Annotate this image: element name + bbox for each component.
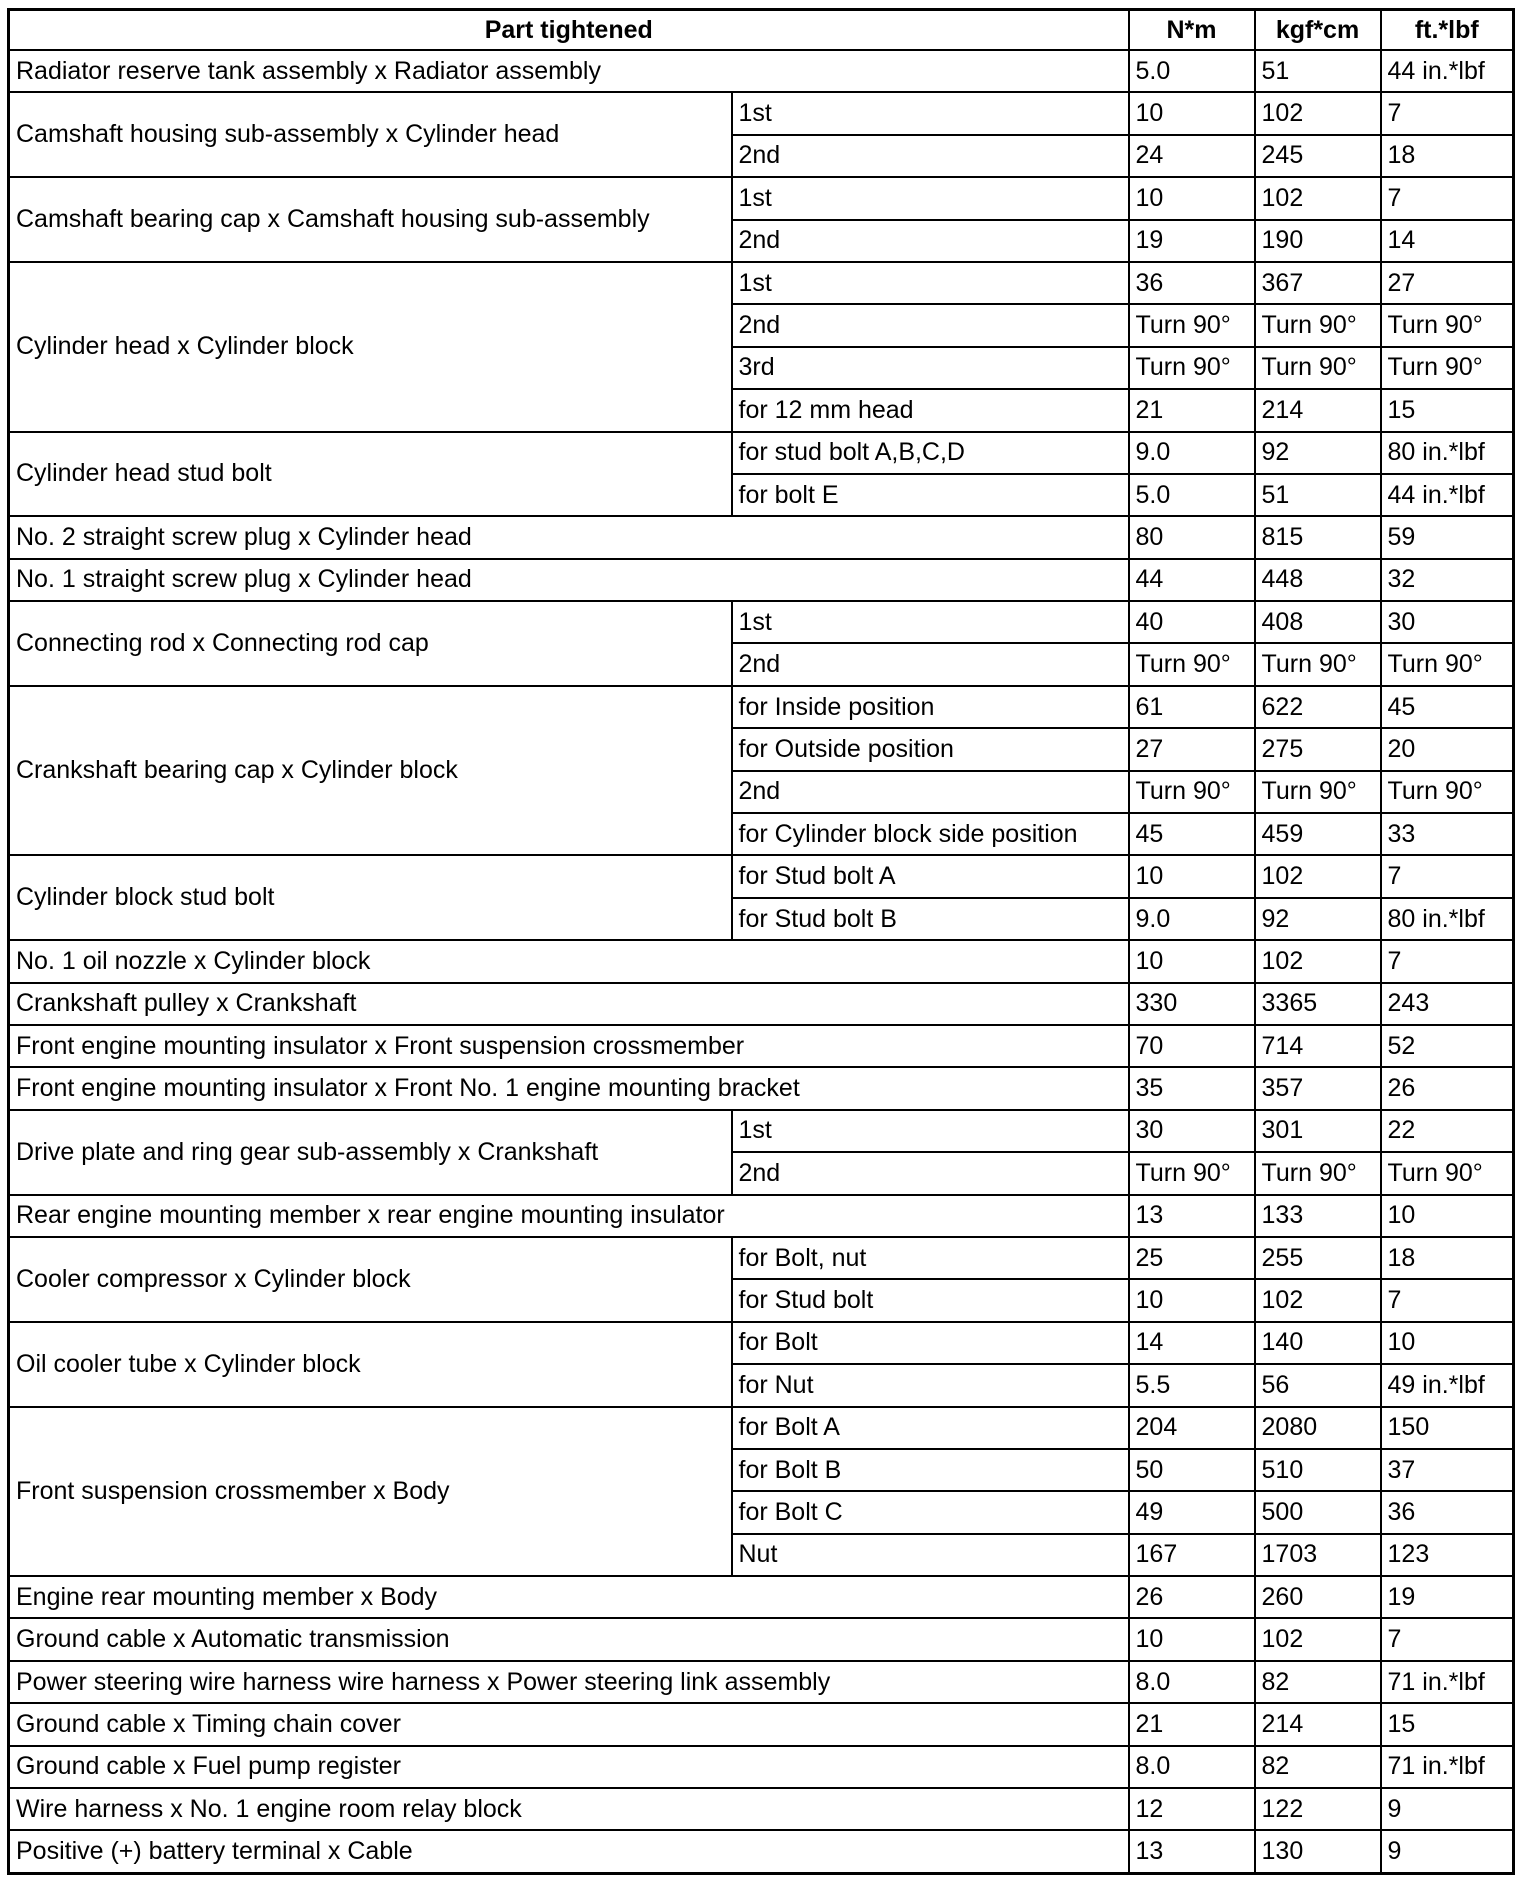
torque-kgfcm-cell: 82 bbox=[1255, 1661, 1381, 1703]
torque-nm-cell: 10 bbox=[1129, 177, 1255, 219]
torque-nm-cell: 12 bbox=[1129, 1788, 1255, 1830]
table-row bbox=[9, 1788, 1514, 1830]
torque-kgfcm-cell: 3365 bbox=[1255, 983, 1381, 1025]
torque-nm-cell: 21 bbox=[1129, 389, 1255, 431]
torque-nm-cell: 35 bbox=[1129, 1067, 1255, 1109]
step-condition-cell: for Stud bolt bbox=[732, 1279, 1129, 1321]
torque-nm-cell: 21 bbox=[1129, 1703, 1255, 1745]
torque-kgfcm-cell: 51 bbox=[1255, 50, 1381, 92]
torque-ftlbf-cell: 7 bbox=[1381, 1618, 1514, 1660]
part-tightened-cell: Wire harness x No. 1 engine room relay block bbox=[9, 1788, 1129, 1830]
torque-kgfcm-cell: 459 bbox=[1255, 813, 1381, 855]
torque-kgfcm-cell: 301 bbox=[1255, 1110, 1381, 1152]
table-row bbox=[9, 50, 1514, 92]
torque-ftlbf-cell: 26 bbox=[1381, 1067, 1514, 1109]
torque-ftlbf-cell: 32 bbox=[1381, 559, 1514, 601]
torque-nm-cell: 10 bbox=[1129, 1618, 1255, 1660]
step-condition-cell: 2nd bbox=[732, 1152, 1129, 1194]
table-row bbox=[9, 1661, 1514, 1703]
torque-ftlbf-cell: Turn 90° bbox=[1381, 1152, 1514, 1194]
torque-kgfcm-cell: 275 bbox=[1255, 728, 1381, 770]
table-row bbox=[9, 686, 1514, 728]
torque-ftlbf-cell: Turn 90° bbox=[1381, 304, 1514, 346]
torque-kgfcm-cell: 140 bbox=[1255, 1322, 1381, 1364]
torque-ftlbf-cell: 7 bbox=[1381, 177, 1514, 219]
part-tightened-cell: Crankshaft bearing cap x Cylinder block bbox=[9, 686, 732, 856]
step-condition-cell: for stud bolt A,B,C,D bbox=[732, 432, 1129, 474]
torque-nm-cell: 9.0 bbox=[1129, 898, 1255, 940]
table-row bbox=[9, 855, 1514, 897]
part-tightened-cell: Rear engine mounting member x rear engine mounting insulator bbox=[9, 1195, 1129, 1237]
torque-ftlbf-cell: 243 bbox=[1381, 983, 1514, 1025]
torque-ftlbf-cell: 59 bbox=[1381, 516, 1514, 558]
torque-nm-cell: 5.0 bbox=[1129, 474, 1255, 516]
torque-ftlbf-cell: 15 bbox=[1381, 1703, 1514, 1745]
step-condition-cell: for Stud bolt A bbox=[732, 855, 1129, 897]
torque-kgfcm-cell: 56 bbox=[1255, 1364, 1381, 1406]
torque-ftlbf-cell: 71 in.*lbf bbox=[1381, 1746, 1514, 1788]
torque-ftlbf-cell: 150 bbox=[1381, 1407, 1514, 1449]
torque-kgfcm-cell: 122 bbox=[1255, 1788, 1381, 1830]
torque-nm-cell: 45 bbox=[1129, 813, 1255, 855]
part-tightened-cell: Positive (+) battery terminal x Cable bbox=[9, 1830, 1129, 1873]
step-condition-cell: for Outside position bbox=[732, 728, 1129, 770]
torque-ftlbf-cell: 44 in.*lbf bbox=[1381, 50, 1514, 92]
part-tightened-cell: No. 1 straight screw plug x Cylinder head bbox=[9, 559, 1129, 601]
torque-ftlbf-cell: 123 bbox=[1381, 1534, 1514, 1576]
part-tightened-cell: Power steering wire harness wire harness x Power steering link assembly bbox=[9, 1661, 1129, 1703]
torque-nm-cell: 36 bbox=[1129, 262, 1255, 304]
part-tightened-cell: Oil cooler tube x Cylinder block bbox=[9, 1322, 732, 1407]
part-tightened-cell: Drive plate and ring gear sub-assembly x Crankshaft bbox=[9, 1110, 732, 1195]
part-tightened-cell: Cylinder head stud bolt bbox=[9, 432, 732, 517]
table-row bbox=[9, 1746, 1514, 1788]
table-row bbox=[9, 601, 1514, 643]
torque-kgfcm-cell: 2080 bbox=[1255, 1407, 1381, 1449]
table-row bbox=[9, 262, 1514, 304]
torque-ftlbf-cell: 7 bbox=[1381, 855, 1514, 897]
step-condition-cell: for Bolt B bbox=[732, 1449, 1129, 1491]
torque-kgfcm-cell: 1703 bbox=[1255, 1534, 1381, 1576]
torque-ftlbf-cell: 44 in.*lbf bbox=[1381, 474, 1514, 516]
torque-ftlbf-cell: 9 bbox=[1381, 1788, 1514, 1830]
torque-kgfcm-cell: 500 bbox=[1255, 1491, 1381, 1533]
torque-kgfcm-cell: Turn 90° bbox=[1255, 304, 1381, 346]
table-row bbox=[9, 1025, 1514, 1067]
table-row bbox=[9, 1407, 1514, 1449]
torque-nm-cell: 26 bbox=[1129, 1576, 1255, 1618]
table-row bbox=[9, 559, 1514, 601]
torque-kgfcm-cell: 102 bbox=[1255, 177, 1381, 219]
torque-kgfcm-cell: Turn 90° bbox=[1255, 771, 1381, 813]
table-row bbox=[9, 92, 1514, 134]
torque-kgfcm-cell: 622 bbox=[1255, 686, 1381, 728]
part-tightened-cell: Ground cable x Timing chain cover bbox=[9, 1703, 1129, 1745]
torque-nm-cell: 24 bbox=[1129, 135, 1255, 177]
torque-ftlbf-cell: 9 bbox=[1381, 1830, 1514, 1873]
step-condition-cell: 1st bbox=[732, 262, 1129, 304]
part-tightened-cell: Engine rear mounting member x Body bbox=[9, 1576, 1129, 1618]
torque-nm-cell: Turn 90° bbox=[1129, 347, 1255, 389]
part-tightened-cell: Front engine mounting insulator x Front No. 1 engine mounting bracket bbox=[9, 1067, 1129, 1109]
table-row bbox=[9, 1576, 1514, 1618]
torque-ftlbf-cell: 80 in.*lbf bbox=[1381, 432, 1514, 474]
part-tightened-cell: Crankshaft pulley x Crankshaft bbox=[9, 983, 1129, 1025]
torque-kgfcm-cell: 214 bbox=[1255, 389, 1381, 431]
step-condition-cell: Nut bbox=[732, 1534, 1129, 1576]
torque-nm-cell: 5.5 bbox=[1129, 1364, 1255, 1406]
torque-kgfcm-cell: 130 bbox=[1255, 1830, 1381, 1873]
torque-nm-cell: 9.0 bbox=[1129, 432, 1255, 474]
step-condition-cell: for Cylinder block side position bbox=[732, 813, 1129, 855]
torque-kgfcm-cell: 92 bbox=[1255, 432, 1381, 474]
part-tightened-cell: Cooler compressor x Cylinder block bbox=[9, 1237, 732, 1322]
header-kgfcm: kgf*cm bbox=[1255, 10, 1381, 51]
step-condition-cell: 1st bbox=[732, 601, 1129, 643]
torque-nm-cell: 8.0 bbox=[1129, 1661, 1255, 1703]
torque-ftlbf-cell: 37 bbox=[1381, 1449, 1514, 1491]
torque-kgfcm-cell: 92 bbox=[1255, 898, 1381, 940]
torque-kgfcm-cell: 714 bbox=[1255, 1025, 1381, 1067]
part-tightened-cell: Ground cable x Fuel pump register bbox=[9, 1746, 1129, 1788]
torque-specification-table bbox=[7, 8, 1515, 1875]
header-nm: N*m bbox=[1129, 10, 1255, 51]
torque-ftlbf-cell: 18 bbox=[1381, 1237, 1514, 1279]
step-condition-cell: 1st bbox=[732, 92, 1129, 134]
step-condition-cell: for Bolt bbox=[732, 1322, 1129, 1364]
torque-ftlbf-cell: 19 bbox=[1381, 1576, 1514, 1618]
header-row bbox=[9, 10, 1514, 51]
part-tightened-cell: Radiator reserve tank assembly x Radiator assembly bbox=[9, 50, 1129, 92]
torque-nm-cell: Turn 90° bbox=[1129, 304, 1255, 346]
torque-nm-cell: 10 bbox=[1129, 940, 1255, 982]
step-condition-cell: 2nd bbox=[732, 771, 1129, 813]
torque-kgfcm-cell: 102 bbox=[1255, 1618, 1381, 1660]
step-condition-cell: 1st bbox=[732, 177, 1129, 219]
part-tightened-cell: Front engine mounting insulator x Front suspension crossmember bbox=[9, 1025, 1129, 1067]
step-condition-cell: 3rd bbox=[732, 347, 1129, 389]
torque-nm-cell: 25 bbox=[1129, 1237, 1255, 1279]
step-condition-cell: 2nd bbox=[732, 304, 1129, 346]
torque-kgfcm-cell: 255 bbox=[1255, 1237, 1381, 1279]
table-body bbox=[9, 50, 1514, 1873]
torque-ftlbf-cell: Turn 90° bbox=[1381, 771, 1514, 813]
table-row bbox=[9, 1322, 1514, 1364]
table-row bbox=[9, 940, 1514, 982]
torque-nm-cell: 40 bbox=[1129, 601, 1255, 643]
torque-kgfcm-cell: 51 bbox=[1255, 474, 1381, 516]
step-condition-cell: for Nut bbox=[732, 1364, 1129, 1406]
torque-kgfcm-cell: 448 bbox=[1255, 559, 1381, 601]
torque-ftlbf-cell: 36 bbox=[1381, 1491, 1514, 1533]
torque-kgfcm-cell: 82 bbox=[1255, 1746, 1381, 1788]
torque-ftlbf-cell: 71 in.*lbf bbox=[1381, 1661, 1514, 1703]
torque-nm-cell: Turn 90° bbox=[1129, 1152, 1255, 1194]
step-condition-cell: for Inside position bbox=[732, 686, 1129, 728]
torque-kgfcm-cell: 102 bbox=[1255, 1279, 1381, 1321]
torque-ftlbf-cell: 10 bbox=[1381, 1322, 1514, 1364]
torque-kgfcm-cell: 408 bbox=[1255, 601, 1381, 643]
table-row bbox=[9, 1237, 1514, 1279]
torque-ftlbf-cell: 14 bbox=[1381, 220, 1514, 262]
torque-nm-cell: 19 bbox=[1129, 220, 1255, 262]
torque-ftlbf-cell: Turn 90° bbox=[1381, 347, 1514, 389]
torque-kgfcm-cell: 510 bbox=[1255, 1449, 1381, 1491]
part-tightened-cell: Camshaft bearing cap x Camshaft housing sub-assembly bbox=[9, 177, 732, 262]
torque-ftlbf-cell: 33 bbox=[1381, 813, 1514, 855]
step-condition-cell: for Stud bolt B bbox=[732, 898, 1129, 940]
torque-kgfcm-cell: 214 bbox=[1255, 1703, 1381, 1745]
table-row bbox=[9, 432, 1514, 474]
torque-nm-cell: 204 bbox=[1129, 1407, 1255, 1449]
torque-ftlbf-cell: 30 bbox=[1381, 601, 1514, 643]
torque-kgfcm-cell: 133 bbox=[1255, 1195, 1381, 1237]
torque-nm-cell: 8.0 bbox=[1129, 1746, 1255, 1788]
torque-ftlbf-cell: 52 bbox=[1381, 1025, 1514, 1067]
torque-ftlbf-cell: Turn 90° bbox=[1381, 643, 1514, 685]
step-condition-cell: for Bolt A bbox=[732, 1407, 1129, 1449]
torque-ftlbf-cell: 45 bbox=[1381, 686, 1514, 728]
torque-ftlbf-cell: 22 bbox=[1381, 1110, 1514, 1152]
torque-nm-cell: 50 bbox=[1129, 1449, 1255, 1491]
part-tightened-cell: Cylinder head x Cylinder block bbox=[9, 262, 732, 432]
torque-nm-cell: 13 bbox=[1129, 1830, 1255, 1873]
table-row bbox=[9, 1195, 1514, 1237]
step-condition-cell: for Bolt, nut bbox=[732, 1237, 1129, 1279]
part-tightened-cell: No. 1 oil nozzle x Cylinder block bbox=[9, 940, 1129, 982]
torque-nm-cell: Turn 90° bbox=[1129, 771, 1255, 813]
part-tightened-cell: Cylinder block stud bolt bbox=[9, 855, 732, 940]
torque-ftlbf-cell: 15 bbox=[1381, 389, 1514, 431]
part-tightened-cell: Ground cable x Automatic transmission bbox=[9, 1618, 1129, 1660]
torque-nm-cell: 167 bbox=[1129, 1534, 1255, 1576]
table-row bbox=[9, 1618, 1514, 1660]
torque-ftlbf-cell: 7 bbox=[1381, 940, 1514, 982]
torque-ftlbf-cell: 18 bbox=[1381, 135, 1514, 177]
torque-nm-cell: 61 bbox=[1129, 686, 1255, 728]
torque-kgfcm-cell: 190 bbox=[1255, 220, 1381, 262]
torque-ftlbf-cell: 80 in.*lbf bbox=[1381, 898, 1514, 940]
torque-kgfcm-cell: 102 bbox=[1255, 855, 1381, 897]
torque-kgfcm-cell: 367 bbox=[1255, 262, 1381, 304]
torque-kgfcm-cell: 102 bbox=[1255, 940, 1381, 982]
torque-kgfcm-cell: 357 bbox=[1255, 1067, 1381, 1109]
torque-ftlbf-cell: 49 in.*lbf bbox=[1381, 1364, 1514, 1406]
step-condition-cell: for 12 mm head bbox=[732, 389, 1129, 431]
torque-ftlbf-cell: 20 bbox=[1381, 728, 1514, 770]
torque-kgfcm-cell: Turn 90° bbox=[1255, 643, 1381, 685]
step-condition-cell: 2nd bbox=[732, 643, 1129, 685]
part-tightened-cell: No. 2 straight screw plug x Cylinder head bbox=[9, 516, 1129, 558]
torque-nm-cell: 14 bbox=[1129, 1322, 1255, 1364]
table-row bbox=[9, 516, 1514, 558]
torque-nm-cell: 10 bbox=[1129, 1279, 1255, 1321]
torque-nm-cell: 10 bbox=[1129, 92, 1255, 134]
torque-nm-cell: 49 bbox=[1129, 1491, 1255, 1533]
header-part-tightened: Part tightened bbox=[9, 10, 1129, 51]
torque-nm-cell: 5.0 bbox=[1129, 50, 1255, 92]
torque-nm-cell: 44 bbox=[1129, 559, 1255, 601]
torque-nm-cell: 80 bbox=[1129, 516, 1255, 558]
torque-nm-cell: 27 bbox=[1129, 728, 1255, 770]
step-condition-cell: for Bolt C bbox=[732, 1491, 1129, 1533]
header-ftlbf: ft.*lbf bbox=[1381, 10, 1514, 51]
torque-kgfcm-cell: 245 bbox=[1255, 135, 1381, 177]
torque-nm-cell: 330 bbox=[1129, 983, 1255, 1025]
torque-ftlbf-cell: 7 bbox=[1381, 1279, 1514, 1321]
part-tightened-cell: Connecting rod x Connecting rod cap bbox=[9, 601, 732, 686]
part-tightened-cell: Front suspension crossmember x Body bbox=[9, 1407, 732, 1577]
part-tightened-cell: Camshaft housing sub-assembly x Cylinder head bbox=[9, 92, 732, 177]
torque-kgfcm-cell: Turn 90° bbox=[1255, 347, 1381, 389]
step-condition-cell: 1st bbox=[732, 1110, 1129, 1152]
torque-nm-cell: 70 bbox=[1129, 1025, 1255, 1067]
table-row bbox=[9, 1830, 1514, 1873]
torque-ftlbf-cell: 7 bbox=[1381, 92, 1514, 134]
torque-kgfcm-cell: 260 bbox=[1255, 1576, 1381, 1618]
torque-ftlbf-cell: 10 bbox=[1381, 1195, 1514, 1237]
table-row bbox=[9, 177, 1514, 219]
table-row bbox=[9, 1703, 1514, 1745]
step-condition-cell: 2nd bbox=[732, 135, 1129, 177]
torque-kgfcm-cell: 815 bbox=[1255, 516, 1381, 558]
torque-nm-cell: 30 bbox=[1129, 1110, 1255, 1152]
torque-kgfcm-cell: 102 bbox=[1255, 92, 1381, 134]
table-row bbox=[9, 983, 1514, 1025]
torque-nm-cell: Turn 90° bbox=[1129, 643, 1255, 685]
step-condition-cell: 2nd bbox=[732, 220, 1129, 262]
table-row bbox=[9, 1067, 1514, 1109]
torque-ftlbf-cell: 27 bbox=[1381, 262, 1514, 304]
step-condition-cell: for bolt E bbox=[732, 474, 1129, 516]
torque-nm-cell: 10 bbox=[1129, 855, 1255, 897]
torque-nm-cell: 13 bbox=[1129, 1195, 1255, 1237]
torque-kgfcm-cell: Turn 90° bbox=[1255, 1152, 1381, 1194]
table-row bbox=[9, 1110, 1514, 1152]
